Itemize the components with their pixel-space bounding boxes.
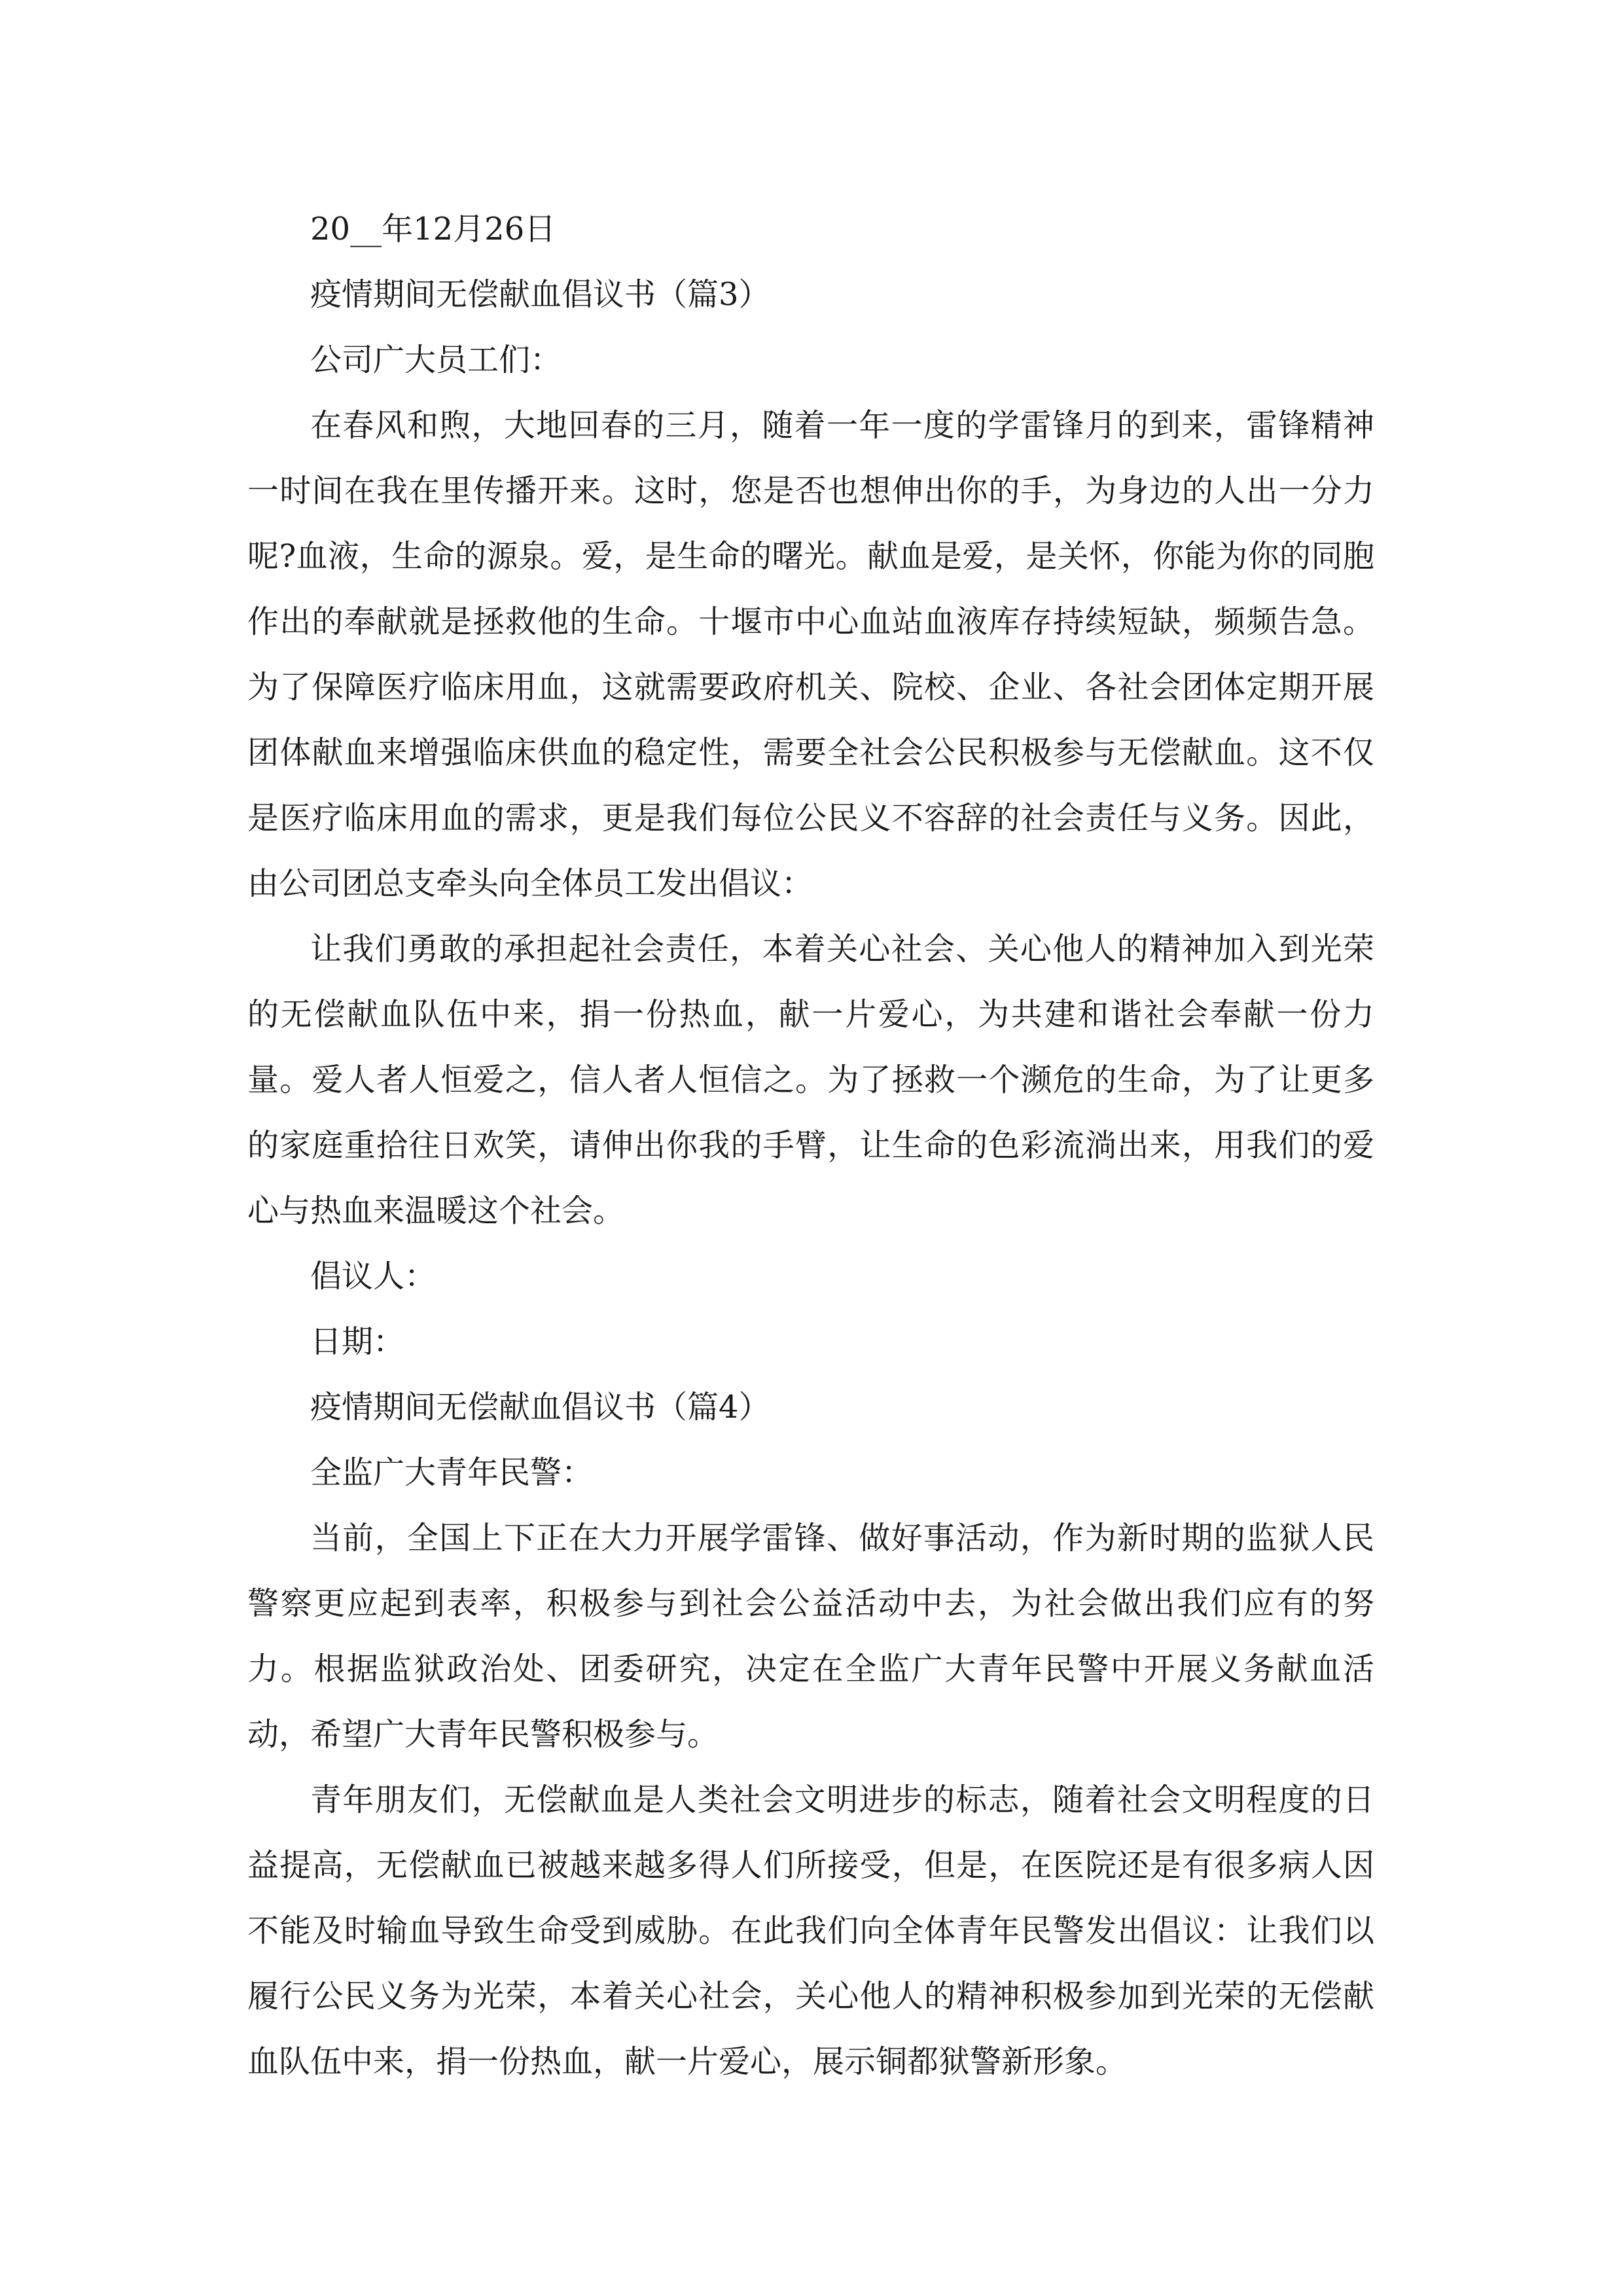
body-paragraph: 在春风和煦，大地回春的三月，随着一年一度的学雷锋月的到来，雷锋精神一时间在我在里传播开来。这时，您是否也想伸出你的手，为身边的人出一分力呢?血液，生命的源泉。爱，是生命的曙光。献血是爱，是关怀，你能为你的同胞作出的奉献就是拯救他的生命。十堰市中心血站血液库存持续短缺，频频告急。为了保障医疗临床用血，这就需要政府机关、院校、企业、各社会团体定期开展团体献血来增强临床供血的稳定性，需要全社会公民积极参与无偿献血。这不仅是医疗临床用血的需求，更是我们每位公民义不容辞的社会责任与义务。因此，由公司团总支牵头向全体员工发出倡议： (247, 407, 1374, 902)
date-line: 20__年12月26日 (310, 211, 556, 247)
document-body (247, 196, 1374, 2094)
salutation-3: 公司广大员工们： (310, 342, 562, 378)
date-label-line: 日期： (310, 1323, 405, 1360)
body-paragraph: 当前，全国上下正在大力开展学雷锋、做好事活动，作为新时期的监狱人民警察更应起到表率，积极参与到社会公益活动中去，为社会做出我们应有的努力。根据监狱政治处、团委研究，决定在全监广大青年民警中开展义务献血活动，希望广大青年民警积极参与。 (247, 1520, 1374, 1753)
section-title-3: 疫情期间无偿献血倡议书（篇3） (310, 276, 770, 313)
salutation-4: 全监广大青年民警： (310, 1454, 594, 1491)
body-paragraph: 让我们勇敢的承担起社会责任，本着关心社会、关心他人的精神加入到光荣的无偿献血队伍中来，捐一份热血，献一片爱心，为共建和谐社会奉献一份力量。爱人者人恒爱之，信人者人恒信之。为了拯救一个濒危的生命，为了让更多的家庭重拾往日欢笑，请伸出你我的手臂，让生命的色彩流淌出来，用我们的爱心与热血来温暖这个社会。 (247, 931, 1374, 1229)
body-paragraph: 青年朋友们，无偿献血是人类社会文明进步的标志，随着社会文明程度的日益提高，无偿献血已被越来越多得人们所接受，但是，在医院还是有很多病人因不能及时输血导致生命受到威胁。在此我们向全体青年民警发出倡议：让我们以履行公民义务为光荣，本着关心社会，关心他人的精神积极参加到光荣的无偿献血队伍中来，捐一份热血，献一片爱心，展示铜都狱警新形象。 (247, 1782, 1374, 2080)
section-title-4: 疫情期间无偿献血倡议书（篇4） (310, 1389, 770, 1426)
proposer-line: 倡议人： (310, 1258, 437, 1295)
